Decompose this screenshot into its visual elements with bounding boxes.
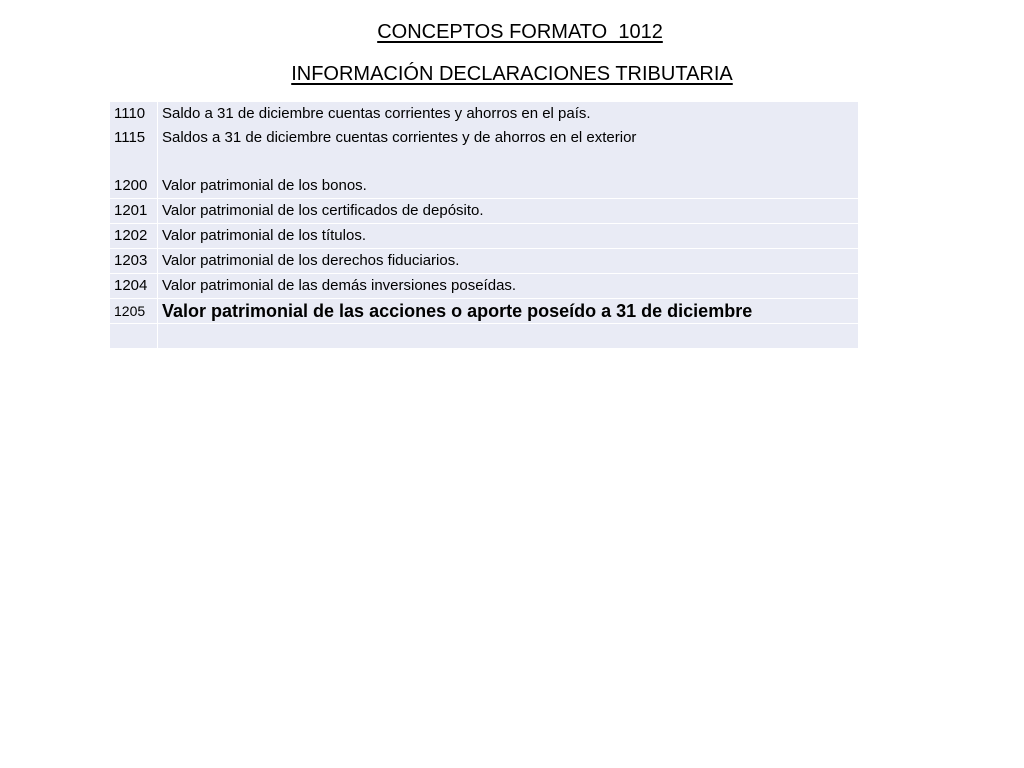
concept-description: Valor patrimonial de los bonos. (162, 177, 367, 194)
concept-description: Valor patrimonial de las acciones o aporte poseído a 31 de diciembre (158, 299, 859, 324)
description-cell (158, 102, 859, 199)
slide-title: CONCEPTOS FORMATO 1012 (377, 21, 663, 43)
concept-code: 1202 (110, 224, 158, 249)
concept-code: 1201 (110, 199, 158, 224)
table-row (110, 299, 859, 324)
table-row (110, 249, 859, 274)
concept-description (158, 324, 859, 349)
concepts-table (109, 101, 859, 349)
concept-code: 1115 (114, 129, 146, 146)
concept-description: Saldo a 31 de diciembre cuentas corrientes y ahorros en el país. (162, 105, 591, 122)
concept-code: 1200 (114, 177, 148, 194)
table-row (110, 274, 859, 299)
concept-description: Valor patrimonial de los derechos fiduciarios. (158, 249, 859, 274)
concept-description: Valor patrimonial de los certificados de depósito. (158, 199, 859, 224)
concept-code: 1204 (110, 274, 158, 299)
table-row (110, 224, 859, 249)
concept-code: 1203 (110, 249, 158, 274)
concept-description: Valor patrimonial de los títulos. (158, 224, 859, 249)
table-row (110, 199, 859, 224)
code-cell (110, 102, 158, 199)
table-row-empty (110, 324, 859, 349)
concept-description: Saldos a 31 de diciembre cuentas corrientes y de ahorros en el exterior (162, 129, 637, 146)
slide-subtitle: INFORMACIÓN DECLARACIONES TRIBUTARIA (291, 63, 733, 85)
table-row (110, 102, 859, 199)
concept-code: 1110 (114, 105, 146, 122)
concept-description: Valor patrimonial de las demás inversiones poseídas. (158, 274, 859, 299)
concept-code (110, 324, 158, 349)
concept-code: 1205 (110, 299, 158, 324)
